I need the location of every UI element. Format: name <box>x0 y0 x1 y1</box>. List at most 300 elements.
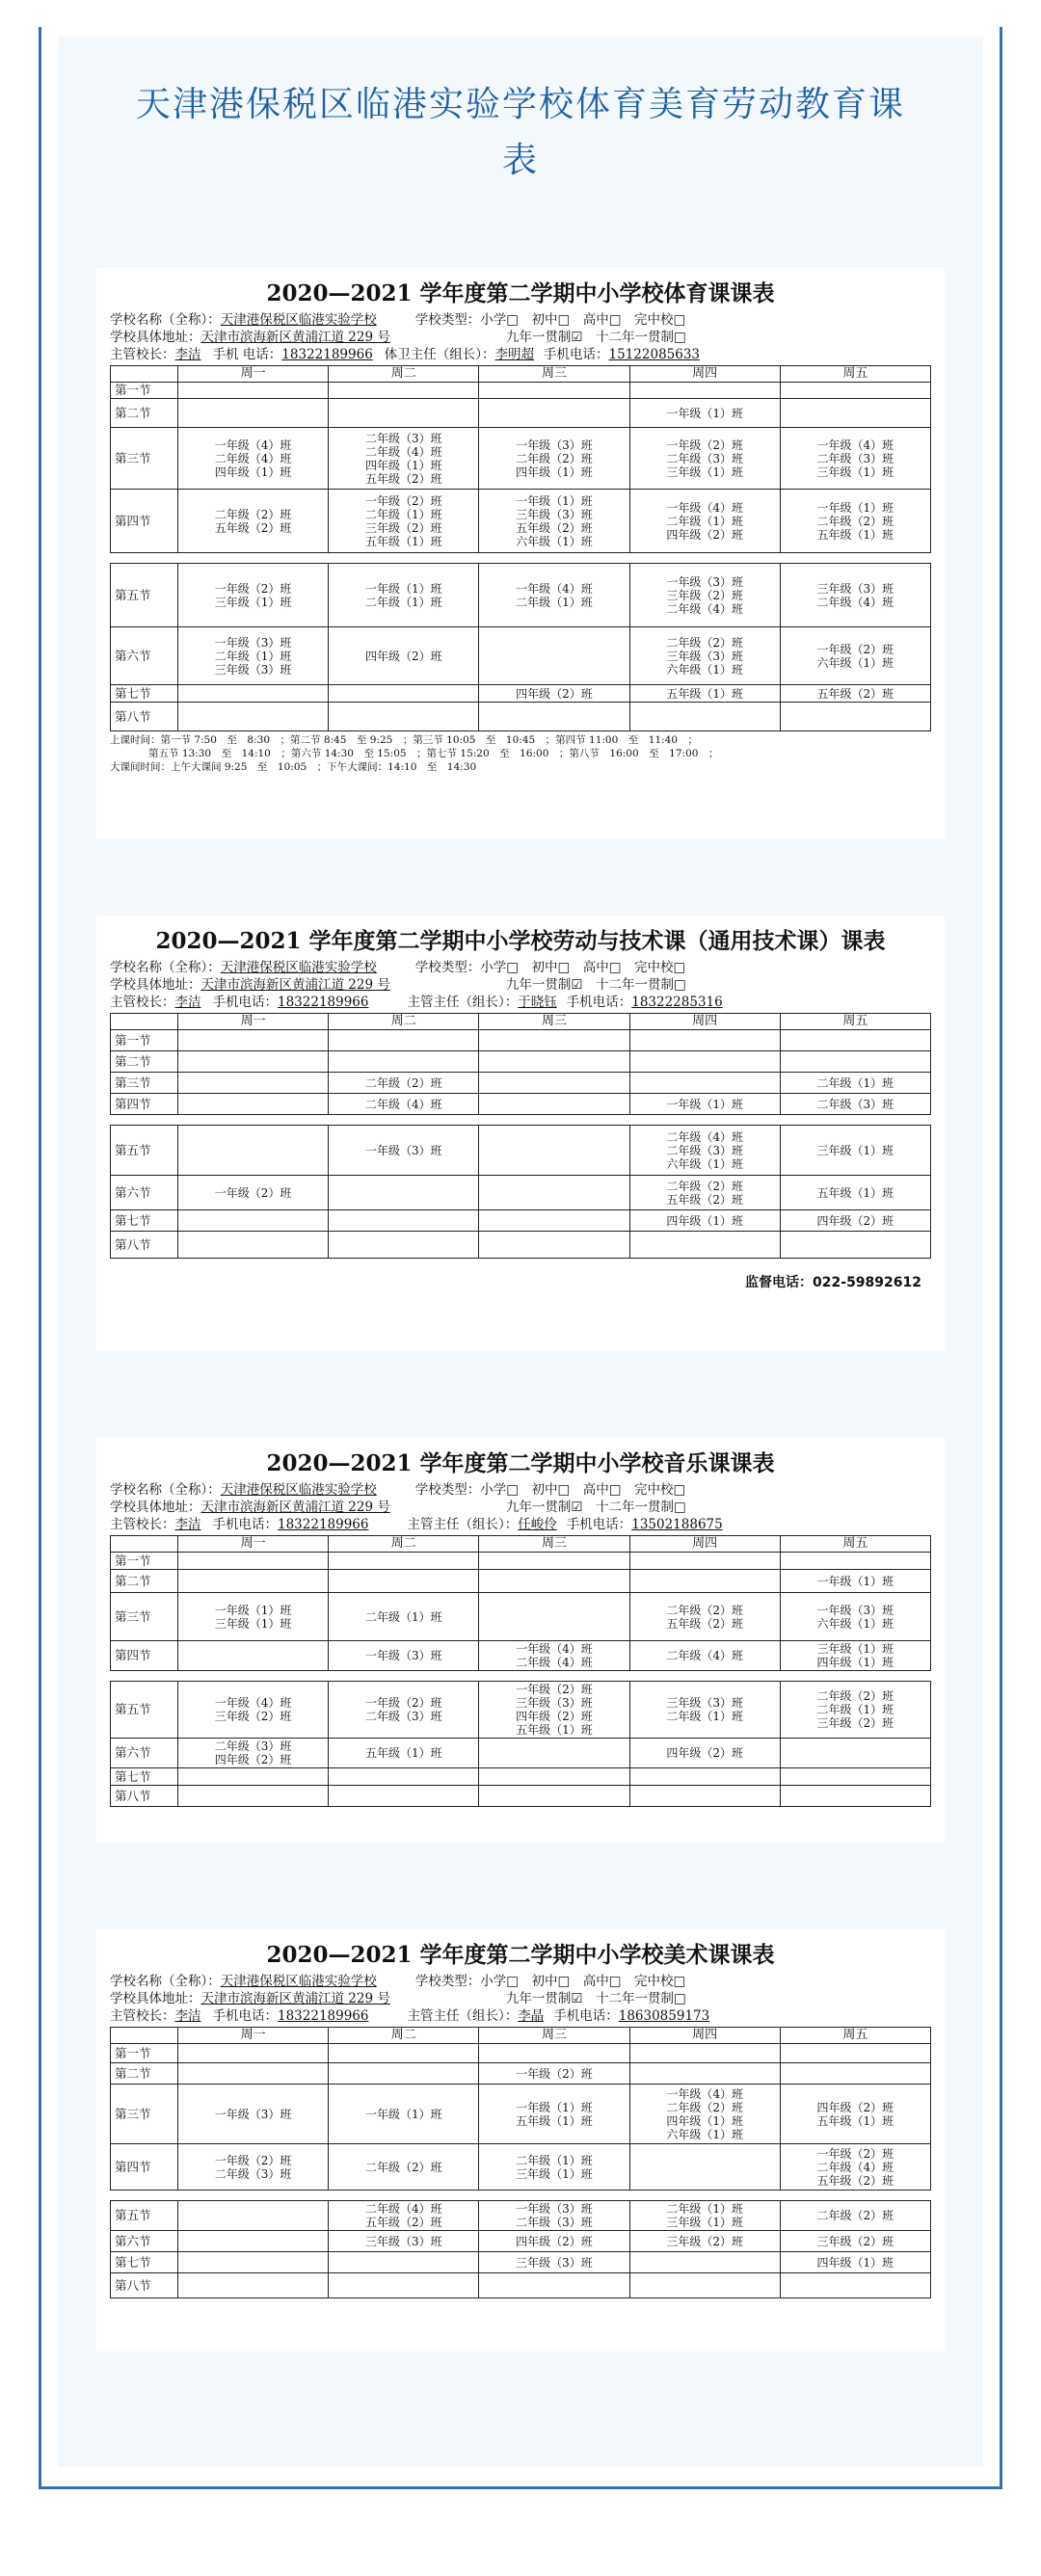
day-header: 周一 <box>178 1536 329 1553</box>
class-entry: 一年级（2）班 <box>516 1683 593 1696</box>
schedule-cell <box>178 2063 329 2085</box>
schedule-cell <box>329 2231 479 2252</box>
class-entry: 二年级（3）班 <box>214 2166 292 2181</box>
schedule-cell <box>329 1739 479 1768</box>
schedule-cell <box>479 2252 629 2273</box>
break-spacer-row <box>111 2191 931 2201</box>
schedule-cell <box>479 627 629 685</box>
schedule-cell <box>780 2085 930 2144</box>
school-system: 九年一贯制☑ 十二年一贯制□ <box>505 1991 686 2006</box>
director-label: 体卫主任（组长）： <box>384 347 495 362</box>
schedule-cell <box>329 1051 479 1073</box>
class-entry: 一年级（2）班 <box>364 493 442 508</box>
period-label: 第二节 <box>111 399 178 428</box>
schedule-cell <box>178 1570 329 1593</box>
class-entry: 二年级（2）班 <box>666 635 743 650</box>
schedule-cell <box>629 1641 780 1671</box>
director-phone-label: 手机电话： <box>566 1517 632 1532</box>
schedule-cell <box>629 1030 780 1051</box>
period-row <box>111 1786 931 1807</box>
period-label: 第二节 <box>111 1570 178 1593</box>
period-row <box>111 1739 931 1768</box>
schedule-cell <box>629 2063 780 2085</box>
principal-name: 李洁 <box>174 347 201 362</box>
header-corner <box>111 2028 178 2044</box>
period-label: 第八节 <box>111 1232 178 1259</box>
class-entry: 三年级（3）班 <box>516 2255 593 2270</box>
class-entry: 五年级（1）班 <box>816 2113 894 2128</box>
schedule-cell <box>329 1094 479 1115</box>
director-phone-label: 手机电话： <box>566 995 632 1010</box>
schedule-cell <box>780 685 930 703</box>
day-header: 周二 <box>329 2028 479 2044</box>
header-row <box>111 2028 931 2044</box>
period-row <box>111 564 931 627</box>
period-row <box>111 2063 931 2085</box>
schedule-cell <box>479 383 629 399</box>
schedule-cell <box>629 1232 780 1259</box>
class-entry: 二年级（1）班 <box>364 507 442 521</box>
schedule-cell <box>629 627 780 685</box>
class-entry: 四年级（2）班 <box>364 649 442 663</box>
phone-label: 手机电话： <box>212 2008 278 2024</box>
class-entry: 二年级（1）班 <box>364 595 442 609</box>
director-label: 主管主任（组长）： <box>407 2008 519 2024</box>
director-phone: 13502188675 <box>631 1517 723 1532</box>
supervision-phone: 监督电话：022-59892612 <box>745 1275 921 1290</box>
class-entry: 三年级（3）班 <box>516 1696 593 1710</box>
schedule-cell <box>329 685 479 703</box>
schedule-cell <box>780 383 930 399</box>
header-row <box>111 1536 931 1553</box>
class-entry: 二年级（3）班 <box>516 2216 593 2229</box>
class-entry: 二年级（1）班 <box>666 2202 743 2216</box>
director-phone: 18630859173 <box>618 2008 710 2024</box>
class-entry: 二年级（1）班 <box>364 1609 442 1624</box>
schedule-cell <box>479 1176 629 1210</box>
class-entry: 二年级（3）班 <box>214 1739 292 1753</box>
schedule-cell <box>178 1641 329 1671</box>
class-entry: 四年级（1）班 <box>516 465 593 479</box>
period-row <box>111 2044 931 2063</box>
address-label: 学校具体地址： <box>110 330 201 345</box>
period-label: 第二节 <box>111 1051 178 1073</box>
principal-label: 主管校长： <box>110 2008 175 2024</box>
school-system: 九年一贯制☑ 十二年一贯制□ <box>505 1500 686 1515</box>
schedule-cell <box>479 2144 629 2191</box>
schedule-cell <box>780 1768 930 1786</box>
break-spacer-cell <box>111 1115 931 1126</box>
schedule-cell <box>329 2273 479 2298</box>
period-row <box>111 383 931 399</box>
schedule-cell <box>629 2085 780 2144</box>
class-entry: 一年级（2）班 <box>364 1696 442 1710</box>
break-spacer-cell <box>111 2191 931 2201</box>
schedule-cell <box>629 2273 780 2298</box>
phone-label: 手机 电话： <box>212 347 282 362</box>
class-entry: 一年级（1）班 <box>516 2100 593 2114</box>
schedule-cell <box>479 2063 629 2085</box>
school-system: 九年一贯制☑ 十二年一贯制□ <box>505 330 686 345</box>
director-phone: 18322285316 <box>631 995 723 1010</box>
schedule-cell <box>479 1593 629 1641</box>
schedule-cell <box>178 1786 329 1807</box>
period-label: 第五节 <box>111 564 178 627</box>
class-entry: 三年级（2）班 <box>666 2234 743 2248</box>
school-name: 天津港保税区临港实验学校 <box>220 1974 377 1989</box>
class-entry: 四年级（1）班 <box>666 2113 743 2128</box>
schedule-cell <box>329 1786 479 1807</box>
day-header: 周五 <box>780 2028 930 2044</box>
schedule-cell <box>329 2044 479 2063</box>
school-name: 天津港保税区临港实验学校 <box>220 1482 377 1498</box>
schedule-cell <box>780 490 930 553</box>
schedule-cell <box>329 490 479 553</box>
class-entry: 二年级（2）班 <box>364 2160 442 2174</box>
schedule-cell <box>178 1739 329 1768</box>
schedule-cell <box>780 1553 930 1570</box>
principal-label: 主管校长： <box>110 347 175 362</box>
address-label: 学校具体地址： <box>110 1500 201 1515</box>
schedule-cell <box>629 2231 780 2252</box>
schedule-cell <box>780 2044 930 2063</box>
period-label: 第六节 <box>111 1739 178 1768</box>
day-header: 周三 <box>479 1536 629 1553</box>
class-entry: 三年级（2）班 <box>816 1716 894 1730</box>
period-row <box>111 399 931 428</box>
schedule-cell <box>479 1768 629 1786</box>
period-row <box>111 1126 931 1176</box>
period-row <box>111 2273 931 2298</box>
period-label: 第五节 <box>111 1682 178 1739</box>
class-entry: 六年级（1）班 <box>666 1156 743 1171</box>
class-entry: 二年级（2）班 <box>816 2209 894 2222</box>
principal-label: 主管校长： <box>110 1517 175 1532</box>
class-entry: 三年级（3）班 <box>666 649 743 663</box>
class-entry: 五年级（1）班 <box>666 686 743 701</box>
class-entry: 一年级（4）班 <box>214 1696 292 1710</box>
principal-phone: 18322189966 <box>278 1517 369 1532</box>
school-system: 九年一贯制☑ 十二年一贯制□ <box>505 977 686 993</box>
class-entry: 三年级（1）班 <box>816 465 894 479</box>
class-entry: 四年级（2）班 <box>516 686 593 701</box>
class-entry: 二年级（4）班 <box>364 1097 442 1111</box>
schedule-cell <box>178 1768 329 1786</box>
schedule-cell <box>178 490 329 553</box>
period-label: 第六节 <box>111 1176 178 1210</box>
principal-name: 李洁 <box>174 2008 201 2024</box>
period-row <box>111 2252 931 2273</box>
pe-class-times <box>96 731 945 774</box>
class-entry: 一年级（4）班 <box>214 438 292 452</box>
schedule-cell <box>329 1682 479 1739</box>
schedule-cell <box>329 1126 479 1176</box>
day-header: 周四 <box>629 1536 780 1553</box>
class-entry: 五年级（1）班 <box>364 534 442 548</box>
class-entry: 二年级（3）班 <box>816 1097 894 1111</box>
schedule-cell <box>329 1176 479 1210</box>
class-entry: 一年级（3）班 <box>666 574 743 589</box>
schedule-cell <box>629 399 780 428</box>
period-row <box>111 703 931 731</box>
class-entry: 一年级（1）班 <box>816 500 894 515</box>
period-label: 第四节 <box>111 1641 178 1671</box>
schedule-cell <box>479 2201 629 2231</box>
class-entry: 五年级（1）班 <box>364 1746 442 1760</box>
director-name: 李晶 <box>518 2008 545 2024</box>
class-entry: 二年级（4）班 <box>816 2160 894 2174</box>
period-row <box>111 1051 931 1073</box>
period-label: 第七节 <box>111 685 178 703</box>
header-row <box>111 366 931 383</box>
schedule-cell <box>780 399 930 428</box>
schedule-cell <box>479 1094 629 1115</box>
class-entry: 三年级（1）班 <box>214 595 292 609</box>
period-label: 第四节 <box>111 490 178 553</box>
period-label: 第一节 <box>111 383 178 399</box>
schedule-cell <box>329 1210 479 1232</box>
schedule-cell <box>479 1570 629 1593</box>
schedule-cell <box>479 1786 629 1807</box>
principal-phone: 18322189966 <box>278 2008 369 2024</box>
class-entry: 一年级（3）班 <box>214 2107 292 2121</box>
schedule-cell <box>479 1232 629 1259</box>
labor-schedule-title: 2020—2021 学年度第二学期中小学校劳动与技术课（通用技术课）课表 <box>155 928 886 954</box>
class-entry: 一年级（4）班 <box>816 438 894 452</box>
class-entry: 二年级（1）班 <box>666 514 743 528</box>
class-entry: 五年级（1）班 <box>816 527 894 542</box>
day-header: 周五 <box>780 366 930 383</box>
director-name: 任峻伶 <box>518 1517 557 1532</box>
class-entry: 二年级（2）班 <box>666 1603 743 1617</box>
schedule-cell <box>780 1051 930 1073</box>
schedule-cell <box>629 685 780 703</box>
class-entry: 五年级（1）班 <box>816 1185 894 1200</box>
schedule-cell <box>329 1768 479 1786</box>
schedule-cell <box>780 1739 930 1768</box>
period-label: 第五节 <box>111 1126 178 1176</box>
class-entry: 五年级（2）班 <box>816 686 894 701</box>
period-row <box>111 1641 931 1671</box>
period-label: 第三节 <box>111 2085 178 2144</box>
class-entry: 五年级（2）班 <box>516 520 593 535</box>
class-entry: 三年级（1）班 <box>516 2166 593 2181</box>
period-row <box>111 1094 931 1115</box>
class-entry: 二年级（4）班 <box>666 1649 743 1662</box>
schedule-cell <box>780 2252 930 2273</box>
principal-name: 李洁 <box>174 995 201 1010</box>
class-entry: 一年级（4）班 <box>516 1642 593 1656</box>
period-label: 第六节 <box>111 2231 178 2252</box>
header-corner <box>111 366 178 383</box>
schedule-cell <box>629 1682 780 1739</box>
schedule-cell <box>329 2144 479 2191</box>
class-entry: 二年级（2）班 <box>666 1179 743 1193</box>
class-entry: 一年级（4）班 <box>666 2086 743 2101</box>
class-entry: 一年级（2）班 <box>816 642 894 656</box>
day-header: 周一 <box>178 366 329 383</box>
schedule-cell <box>329 2252 479 2273</box>
class-entry: 二年级（4）班 <box>666 1129 743 1144</box>
period-row <box>111 1553 931 1570</box>
class-entry: 二年级（3）班 <box>666 451 743 465</box>
schedule-cell <box>479 1210 629 1232</box>
class-entry: 一年级（2）班 <box>214 2153 292 2167</box>
schedule-cell <box>629 1176 780 1210</box>
schedule-cell <box>329 1030 479 1051</box>
schedule-cell <box>780 627 930 685</box>
day-header: 周二 <box>329 366 479 383</box>
class-entry: 三年级（3）班 <box>214 662 292 677</box>
schedule-cell <box>329 1570 479 1593</box>
schedule-cell <box>629 1073 780 1094</box>
class-entry: 二年级（4）班 <box>364 444 442 459</box>
class-entry: 三年级（1）班 <box>816 1642 894 1656</box>
schedule-cell <box>780 2144 930 2191</box>
class-entry: 二年级（1）班 <box>816 1076 894 1090</box>
header-row <box>111 1014 931 1030</box>
schedule-cell <box>329 1553 479 1570</box>
class-entry: 五年级（2）班 <box>214 520 292 535</box>
schedule-cell <box>479 1126 629 1176</box>
principal-label: 主管校长： <box>110 995 175 1010</box>
class-entry: 一年级（2）班 <box>214 581 292 596</box>
school-name-label: 学校名称（全称）： <box>110 1974 221 1989</box>
director-name: 李明超 <box>494 347 535 362</box>
class-entry: 二年级（3）班 <box>364 431 442 445</box>
class-entry: 一年级（3）班 <box>364 1649 442 1662</box>
schedule-cell <box>629 1593 780 1641</box>
class-entry: 二年级（4）班 <box>666 601 743 616</box>
schedule-cell <box>178 2231 329 2252</box>
day-header: 周三 <box>479 2028 629 2044</box>
period-label: 第三节 <box>111 1073 178 1094</box>
class-entry: 二年级（3）班 <box>816 451 894 465</box>
principal-phone: 18322189966 <box>281 347 373 362</box>
schedule-cell <box>780 1232 930 1259</box>
school-name: 天津港保税区临港实验学校 <box>220 312 377 328</box>
class-entry: 三年级（3）班 <box>516 507 593 521</box>
schedule-cell <box>479 685 629 703</box>
schedule-cell <box>629 1094 780 1115</box>
schedule-cell <box>629 1553 780 1570</box>
schedule-cell <box>629 490 780 553</box>
school-name-label: 学校名称（全称）： <box>110 312 221 328</box>
schedule-cell <box>629 2252 780 2273</box>
school-address: 天津市滨海新区黄浦江道 229 号 <box>200 1500 390 1515</box>
principal-phone: 18322189966 <box>278 995 369 1010</box>
day-header: 周四 <box>629 1014 780 1030</box>
schedule-cell <box>479 2273 629 2298</box>
schedule-cell <box>780 1210 930 1232</box>
class-entry: 六年级（1）班 <box>816 1616 894 1631</box>
class-entry: 六年级（1）班 <box>516 534 593 548</box>
director-label: 主管主任（组长）： <box>407 1517 519 1532</box>
class-times-line-1: 上课时间：第一节 7:50 至 8:30 ；第二节 8:45 至 9:25 ；第三节 10:05 至 10:45 ；第四节 11:00 至 11:40 ； <box>110 734 699 746</box>
class-entry: 五年级（2）班 <box>364 471 442 486</box>
schedule-cell <box>780 2231 930 2252</box>
class-entry: 六年级（1）班 <box>816 655 894 670</box>
schedule-cell <box>780 2201 930 2231</box>
period-row <box>111 2201 931 2231</box>
class-entry: 一年级（4）班 <box>516 581 593 596</box>
class-entry: 二年级（2）班 <box>364 1076 442 1090</box>
class-entry: 一年级（1）班 <box>666 1097 743 1111</box>
schedule-cell <box>329 564 479 627</box>
schedule-cell <box>178 383 329 399</box>
class-entry: 六年级（1）班 <box>666 662 743 677</box>
period-label: 第一节 <box>111 2044 178 2063</box>
schedule-cell <box>329 428 479 490</box>
class-entry: 四年级（1）班 <box>816 1656 894 1669</box>
school-address: 天津市滨海新区黄浦江道 229 号 <box>200 330 390 345</box>
schedule-cell <box>178 1210 329 1232</box>
class-entry: 四年级（2）班 <box>516 1710 593 1723</box>
schedule-cell <box>479 1553 629 1570</box>
schedule-cell <box>629 564 780 627</box>
schedule-cell <box>329 383 479 399</box>
schedule-cell <box>479 703 629 731</box>
phone-label: 手机电话： <box>212 995 278 1010</box>
phone-label: 手机电话： <box>212 1517 278 1532</box>
period-row <box>111 1570 931 1593</box>
schedule-cell <box>780 1786 930 1807</box>
period-row <box>111 2144 931 2191</box>
schedule-cell <box>329 399 479 428</box>
schedule-cell <box>329 1073 479 1094</box>
schedule-cell <box>178 2273 329 2298</box>
pe-schedule-table <box>110 365 931 731</box>
period-label: 第四节 <box>111 2144 178 2191</box>
class-entry: 四年级（2）班 <box>214 1753 292 1766</box>
schedule-cell <box>178 1126 329 1176</box>
schedule-cell <box>329 2085 479 2144</box>
class-entry: 四年级（1）班 <box>666 1213 743 1228</box>
class-entry: 二年级（2）班 <box>816 1689 894 1703</box>
class-entry: 二年级（4）班 <box>364 2202 442 2216</box>
class-entry: 二年级（4）班 <box>214 451 292 465</box>
schedule-cell <box>178 1030 329 1051</box>
class-entry: 二年级（4）班 <box>516 1656 593 1669</box>
schedule-cell <box>479 564 629 627</box>
schedule-cell <box>329 1641 479 1671</box>
class-entry: 一年级（2）班 <box>516 2066 593 2081</box>
art-schedule-document <box>96 1929 945 2351</box>
schedule-cell <box>629 1786 780 1807</box>
break-spacer-cell <box>111 553 931 564</box>
period-row <box>111 685 931 703</box>
break-spacer-row <box>111 1115 931 1126</box>
class-entry: 二年级（1）班 <box>516 2153 593 2167</box>
class-entry: 一年级（2）班 <box>214 1185 292 1200</box>
period-row <box>111 627 931 685</box>
class-entry: 一年级（2）班 <box>666 438 743 452</box>
pe-school-info <box>96 311 945 363</box>
schedule-cell <box>629 383 780 399</box>
director-phone-label: 手机电话： <box>544 347 609 362</box>
schedule-cell <box>780 1682 930 1739</box>
schedule-cell <box>629 1768 780 1786</box>
schedule-cell <box>780 703 930 731</box>
day-header: 周三 <box>479 1014 629 1030</box>
period-row <box>111 2085 931 2144</box>
schedule-cell <box>329 703 479 731</box>
schedule-cell <box>629 2044 780 2063</box>
schedule-cell <box>178 2252 329 2273</box>
period-row <box>111 428 931 490</box>
class-entry: 四年级（2）班 <box>816 1213 894 1228</box>
art-schedule-title: 2020—2021 学年度第二学期中小学校美术课课表 <box>266 1942 775 1968</box>
